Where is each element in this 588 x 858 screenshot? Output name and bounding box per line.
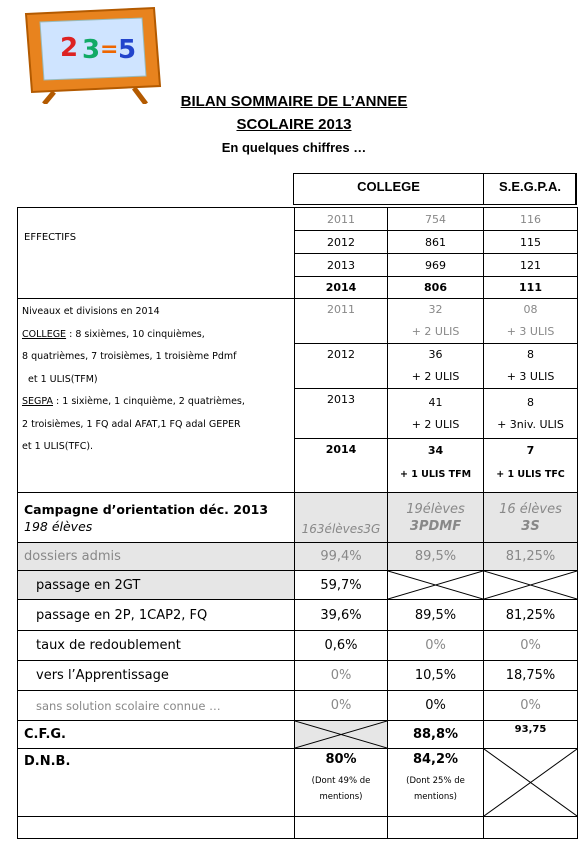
- year-cell: 2013: [295, 389, 388, 439]
- dnb-pdmf: 84,2% (Dont 25% de mentions): [388, 749, 484, 817]
- campagne-college: 163élèves3G: [295, 493, 388, 543]
- year-cell: 2014: [295, 439, 388, 493]
- table-row: [18, 721, 578, 749]
- row-label: dossiers admis: [18, 543, 295, 571]
- value-cell: 10,5%: [388, 661, 484, 691]
- value-cell: 0%: [388, 631, 484, 661]
- value-cell: 8 + 3 ULIS: [484, 344, 578, 389]
- value-cell: 81,25%: [484, 543, 578, 571]
- year-cell: 2014: [295, 277, 388, 299]
- svg-text:2: 2: [60, 33, 79, 63]
- empty-cell: [484, 817, 578, 839]
- cfg-label: C.F.G.: [18, 721, 295, 749]
- empty-cell: [295, 817, 388, 839]
- niveaux-description: [18, 299, 295, 493]
- row-label: passage en 2GT: [18, 571, 295, 600]
- value-cell: 18,75%: [484, 661, 578, 691]
- svg-text:5: 5: [118, 35, 137, 65]
- niveaux-segpa-3: et 1 ULIS(TFC).: [22, 441, 94, 452]
- niveaux-segpa-2: 2 troisièmes, 1 FQ adal AFAT,1 FQ adal GEPER: [22, 418, 241, 430]
- value-cell: 88,8%: [388, 721, 484, 749]
- value-cell: 0%: [388, 691, 484, 721]
- value-cell: 0%: [295, 691, 388, 721]
- empty-cell: [18, 817, 295, 839]
- year-cell: 2012: [295, 344, 388, 389]
- niveaux-title: Niveaux et divisions en 2014: [22, 306, 160, 317]
- value-cell: 806: [388, 277, 484, 299]
- row-label: taux de redoublement: [18, 631, 295, 661]
- page-title: BILAN SOMMAIRE DE L’ANNEE: [180, 93, 408, 110]
- value-cell: 8 + 3niv. ULIS: [484, 389, 578, 439]
- table-row: [18, 817, 578, 839]
- niveaux-segpa: SEGPA : 1 sixième, 1 cinquième, 2 quatrièmes,: [22, 396, 245, 407]
- effectifs-label: EFFECTIFS: [18, 208, 295, 299]
- value-cell: 115: [484, 231, 578, 254]
- value-cell: 121: [484, 254, 578, 277]
- year-cell: 2012: [295, 231, 388, 254]
- year-cell: 2013: [295, 254, 388, 277]
- crossed-cell: [484, 571, 578, 600]
- table-row: [18, 299, 578, 344]
- crossed-cell: [295, 721, 388, 749]
- row-label: vers l’Apprentissage: [18, 661, 295, 691]
- year-cell: 2011: [295, 208, 388, 231]
- value-cell: 0,6%: [295, 631, 388, 661]
- campagne-segpa: 16 élèves 3S: [484, 493, 578, 543]
- table-row: [18, 543, 578, 571]
- table-row: [18, 493, 578, 543]
- table-row: [18, 631, 578, 661]
- value-cell: 59,7%: [295, 571, 388, 600]
- table-row: [18, 661, 578, 691]
- svg-text:3: 3: [82, 35, 101, 65]
- table-row: [18, 208, 578, 231]
- value-cell: 34 + 1 ULIS TFM: [388, 439, 484, 493]
- value-cell: 89,5%: [388, 543, 484, 571]
- blackboard-logo-icon: [14, 4, 164, 104]
- page-title-year: SCOLAIRE 2013: [236, 116, 352, 133]
- svg-text:=: =: [100, 37, 119, 62]
- year-cell: 2011: [295, 299, 388, 344]
- value-cell: 89,5%: [388, 600, 484, 631]
- campagne-label: Campagne d’orientation déc. 2013 198 élèves: [18, 493, 295, 543]
- dnb-college: 80% (Dont 49% de mentions): [295, 749, 388, 817]
- value-cell: 36 + 2 ULIS: [388, 344, 484, 389]
- value-cell: 116: [484, 208, 578, 231]
- table-row: [18, 691, 578, 721]
- value-cell: 99,4%: [295, 543, 388, 571]
- value-cell: 41 + 2 ULIS: [388, 389, 484, 439]
- value-cell: 7 + 1 ULIS TFC: [484, 439, 578, 493]
- bilan-table: [17, 207, 578, 839]
- value-cell: 754: [388, 208, 484, 231]
- value-cell: 0%: [484, 691, 578, 721]
- empty-cell: [388, 817, 484, 839]
- crossed-cell: [484, 749, 578, 817]
- value-cell: 32 + 2 ULIS: [388, 299, 484, 344]
- table-row: [18, 571, 578, 600]
- dnb-label: D.N.B.: [18, 749, 295, 817]
- value-cell: 93,75: [484, 721, 578, 749]
- value-cell: 81,25%: [484, 600, 578, 631]
- value-cell: 0%: [484, 631, 578, 661]
- row-label: sans solution scolaire connue …: [18, 691, 295, 721]
- table-row: [18, 600, 578, 631]
- value-cell: 111: [484, 277, 578, 299]
- column-header-college: COLLEGE: [294, 174, 484, 204]
- campagne-pdmf: 19élèves 3PDMF: [388, 493, 484, 543]
- value-cell: 08 + 3 ULIS: [484, 299, 578, 344]
- value-cell: 39,6%: [295, 600, 388, 631]
- value-cell: 969: [388, 254, 484, 277]
- niveaux-college-3: et 1 ULIS(TFM): [28, 373, 98, 385]
- niveaux-college-2: 8 quatrièmes, 7 troisièmes, 1 troisième Pdmf: [22, 351, 237, 362]
- niveaux-college: COLLEGE : 8 sixièmes, 10 cinquièmes,: [22, 328, 205, 340]
- table-row: [18, 749, 578, 817]
- value-cell: 0%: [295, 661, 388, 691]
- value-cell: 861: [388, 231, 484, 254]
- row-label: passage en 2P, 1CAP2, FQ: [18, 600, 295, 631]
- column-header-box: [293, 173, 577, 205]
- page-subtitle: En quelques chiffres …: [221, 140, 367, 155]
- crossed-cell: [388, 571, 484, 600]
- column-header-segpa: S.E.G.P.A.: [499, 179, 561, 194]
